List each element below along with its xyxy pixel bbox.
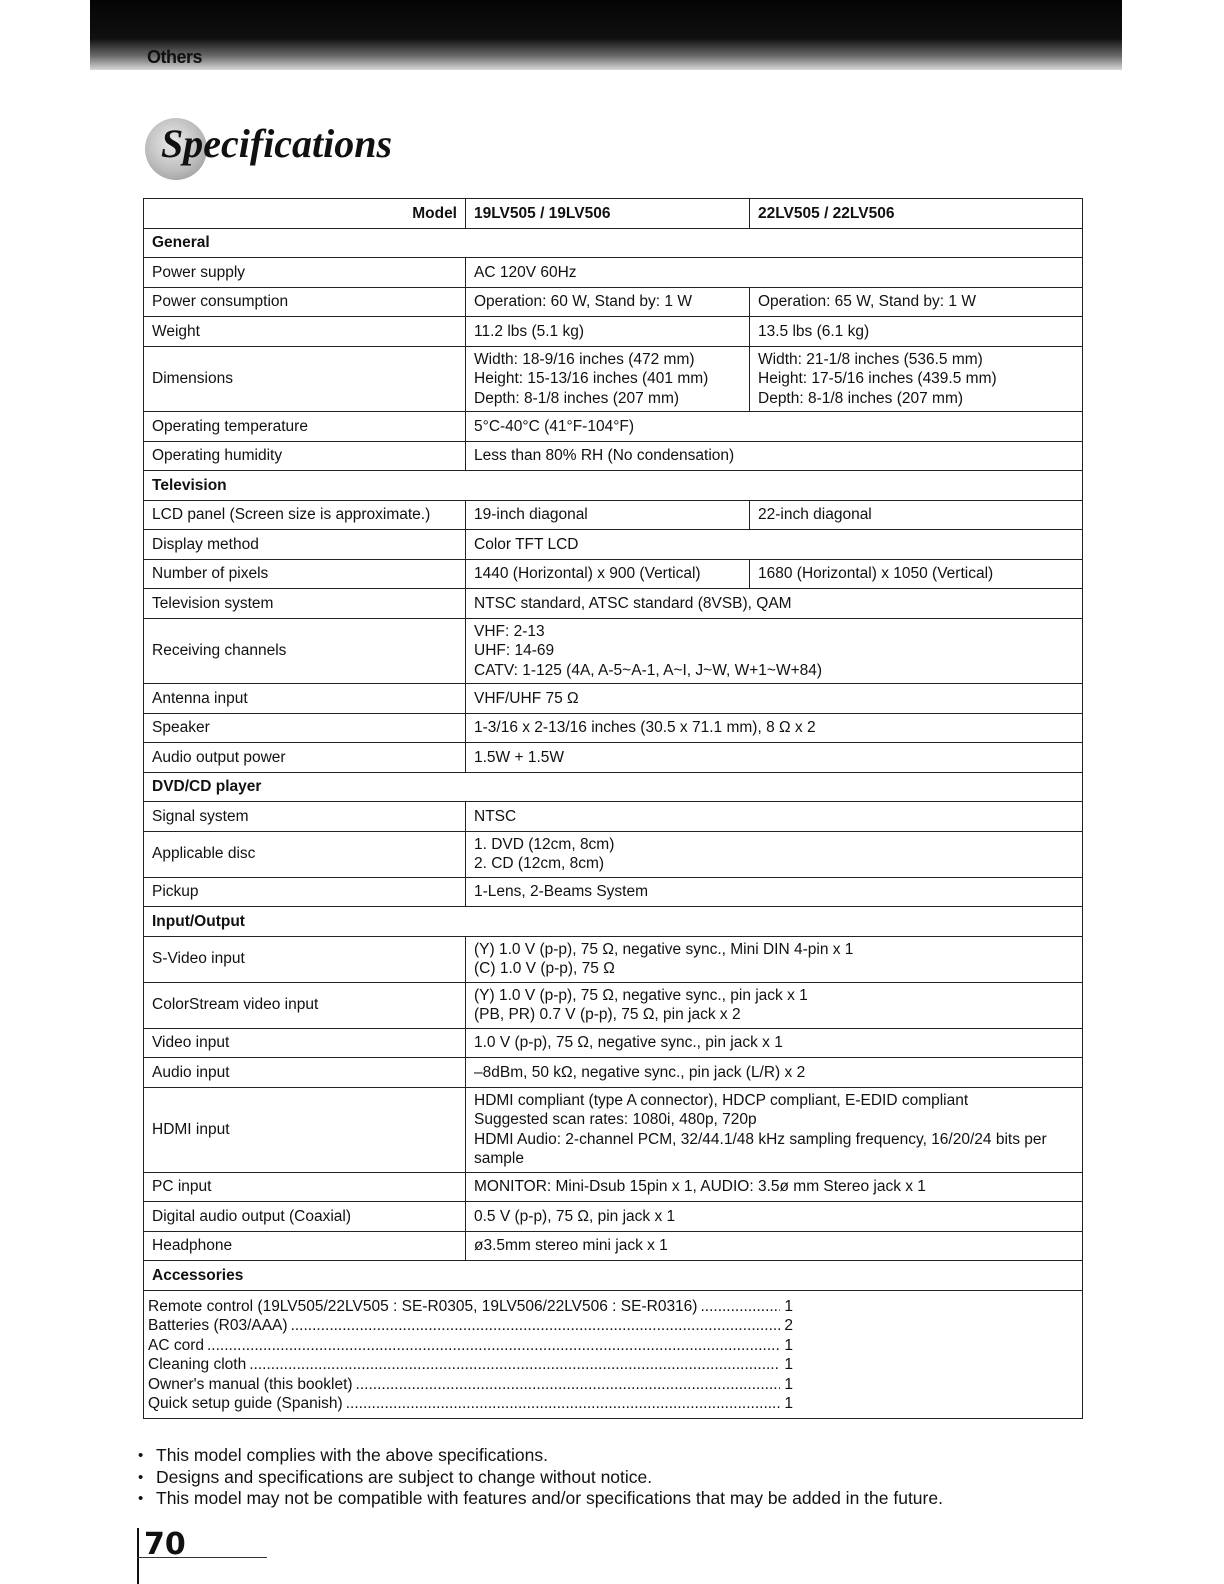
- table-row: [144, 1058, 1083, 1088]
- row-value-19: 1440 (Horizontal) x 900 (Vertical): [466, 559, 750, 589]
- value-line: (C) 1.0 V (p-p), 75 Ω: [474, 960, 615, 977]
- category-television: Television: [144, 471, 1083, 501]
- table-row: [144, 802, 1083, 832]
- leader-dots: [207, 1336, 780, 1356]
- table-row: [144, 346, 1083, 412]
- table-row: [144, 287, 1083, 317]
- row-label: Weight: [144, 317, 466, 347]
- list-item: [148, 1355, 793, 1375]
- accessory-name: Owner's manual (this booklet): [148, 1375, 353, 1393]
- value-line: VHF: 2-13: [474, 622, 545, 640]
- table-row: [144, 1172, 1083, 1202]
- row-value: Color TFT LCD: [466, 530, 1083, 560]
- value-line: Width: 21-1/8 inches (536.5 mm): [758, 350, 983, 368]
- leader-dots: [700, 1297, 780, 1317]
- row-label: S-Video input: [144, 936, 466, 982]
- row-value-19: 11.2 lbs (5.1 kg): [466, 317, 750, 347]
- row-value: [466, 618, 1083, 684]
- table-row: [144, 1202, 1083, 1232]
- leader-dots: [356, 1375, 780, 1395]
- note-item: • Designs and specifications are subject to change without notice.: [138, 1467, 943, 1489]
- note-item: • This model may not be compatible with features and/or specifications that may be added in the future.: [138, 1488, 943, 1510]
- value-line: UHF: 14-69: [474, 642, 555, 659]
- accessory-qty: 1: [784, 1297, 793, 1315]
- value-line: HDMI Audio: 2-channel PCM, 32/44.1/48 kHz sampling frequency, 16/20/24 bits per sample: [474, 1130, 1047, 1167]
- row-label: Power supply: [144, 258, 466, 288]
- accessory-qty: 2: [784, 1317, 793, 1334]
- row-value-22: 22-inch diagonal: [750, 500, 1083, 530]
- row-label: Headphone: [144, 1231, 466, 1261]
- row-value: [466, 982, 1083, 1028]
- table-row: [144, 1087, 1083, 1172]
- value-line: CATV: 1-125 (4A, A-5~A-1, A~I, J~W, W+1~W+84): [474, 661, 823, 679]
- header-band: [90, 0, 1122, 70]
- model-19: 19LV505 / 19LV506: [466, 199, 750, 229]
- table-row: [144, 743, 1083, 773]
- value-line: 2. CD (12cm, 8cm): [474, 855, 605, 872]
- row-label: LCD panel (Screen size is approximate.): [144, 500, 466, 530]
- row-label: Operating temperature: [144, 412, 466, 442]
- list-item: [148, 1297, 793, 1317]
- table-row: [144, 441, 1083, 471]
- row-label: Audio output power: [144, 743, 466, 773]
- table-row: [144, 500, 1083, 530]
- row-label: Television system: [144, 589, 466, 619]
- row-value-22: Operation: 65 W, Stand by: 1 W: [750, 287, 1083, 317]
- category-accessories: Accessories: [144, 1261, 1083, 1291]
- accessory-name: Cleaning cloth: [148, 1356, 247, 1373]
- accessory-name: Quick setup guide (Spanish): [148, 1395, 343, 1412]
- leader-dots: [249, 1355, 780, 1375]
- value-line: (PB, PR) 0.7 V (p-p), 75 Ω, pin jack x 2: [474, 1006, 741, 1023]
- accessories-row: [144, 1290, 1083, 1418]
- model-row: [144, 199, 1083, 229]
- row-label: Receiving channels: [144, 618, 466, 684]
- table-row: [144, 982, 1083, 1028]
- table-row: [144, 877, 1083, 907]
- leader-dots: [346, 1394, 780, 1414]
- section-label: Others: [147, 47, 203, 67]
- row-value: ø3.5mm stereo mini jack x 1: [466, 1231, 1083, 1261]
- value-line: (Y) 1.0 V (p-p), 75 Ω, negative sync., Mini DIN 4-pin x 1: [474, 940, 854, 958]
- list-item: [148, 1394, 793, 1414]
- row-value-22: 13.5 lbs (6.1 kg): [750, 317, 1083, 347]
- row-value: 1-3/16 x 2-13/16 inches (30.5 x 71.1 mm), 8 Ω x 2: [466, 713, 1083, 743]
- spec-table: [143, 198, 1083, 1419]
- page-number: 70: [144, 1527, 186, 1562]
- page-number-bar: [137, 1528, 139, 1584]
- value-line: Height: 15-13/16 inches (401 mm): [474, 370, 709, 387]
- value-line: HDMI compliant (type A connector), HDCP compliant, E-EDID compliant: [474, 1091, 969, 1109]
- table-row: [144, 412, 1083, 442]
- note-item: • This model complies with the above specifications.: [138, 1445, 943, 1467]
- row-value-22: 1680 (Horizontal) x 1050 (Vertical): [750, 559, 1083, 589]
- value-line: Height: 17-5/16 inches (439.5 mm): [758, 370, 997, 387]
- notes-list: [138, 1445, 943, 1510]
- row-label: HDMI input: [144, 1087, 466, 1172]
- value-line: (Y) 1.0 V (p-p), 75 Ω, negative sync., pin jack x 1: [474, 986, 808, 1004]
- list-item: [148, 1316, 793, 1336]
- row-value: 1-Lens, 2-Beams System: [466, 877, 1083, 907]
- row-label: Antenna input: [144, 684, 466, 714]
- row-value: 1.5W + 1.5W: [466, 743, 1083, 773]
- row-label: Applicable disc: [144, 831, 466, 877]
- row-value: NTSC standard, ATSC standard (8VSB), QAM: [466, 589, 1083, 619]
- row-value-22: [750, 346, 1083, 412]
- row-label: ColorStream video input: [144, 982, 466, 1028]
- list-item: [148, 1336, 793, 1356]
- page-title: Specifications: [161, 121, 393, 166]
- model-22: 22LV505 / 22LV506: [750, 199, 1083, 229]
- category-general: General: [144, 228, 1083, 258]
- table-row: [144, 317, 1083, 347]
- row-label: Power consumption: [144, 287, 466, 317]
- row-label: Pickup: [144, 877, 466, 907]
- row-label: Video input: [144, 1028, 466, 1058]
- row-value: –8dBm, 50 kΩ, negative sync., pin jack (L/R) x 2: [466, 1058, 1083, 1088]
- accessory-qty: 1: [784, 1395, 793, 1412]
- row-value: [466, 831, 1083, 877]
- category-input-output: Input/Output: [144, 907, 1083, 937]
- table-row: [144, 936, 1083, 982]
- row-value: 0.5 V (p-p), 75 Ω, pin jack x 1: [466, 1202, 1083, 1232]
- accessory-qty: 1: [784, 1336, 793, 1354]
- row-value-19: Operation: 60 W, Stand by: 1 W: [466, 287, 750, 317]
- row-value-19: [466, 346, 750, 412]
- row-label: PC input: [144, 1172, 466, 1202]
- row-label: Number of pixels: [144, 559, 466, 589]
- value-line: 1. DVD (12cm, 8cm): [474, 835, 615, 853]
- value-line: Width: 18-9/16 inches (472 mm): [474, 350, 695, 368]
- accessory-name: Remote control (19LV505/22LV505 : SE-R0305, 19LV506/22LV506 : SE-R0316): [148, 1297, 698, 1315]
- row-value: AC 120V 60Hz: [466, 258, 1083, 288]
- accessory-name: Batteries (R03/AAA): [148, 1317, 288, 1334]
- row-label: Audio input: [144, 1058, 466, 1088]
- table-row: [144, 1028, 1083, 1058]
- value-line: Depth: 8-1/8 inches (207 mm): [758, 389, 964, 407]
- row-value: NTSC: [466, 802, 1083, 832]
- row-value: MONITOR: Mini-Dsub 15pin x 1, AUDIO: 3.5ø mm Stereo jack x 1: [466, 1172, 1083, 1202]
- row-value: [466, 1087, 1083, 1172]
- row-label: Operating humidity: [144, 441, 466, 471]
- list-item: [148, 1375, 793, 1395]
- table-row: [144, 589, 1083, 619]
- row-value: VHF/UHF 75 Ω: [466, 684, 1083, 714]
- row-value: 1.0 V (p-p), 75 Ω, negative sync., pin jack x 1: [466, 1028, 1083, 1058]
- table-row: [144, 713, 1083, 743]
- row-label: Display method: [144, 530, 466, 560]
- row-value: 5°C-40°C (41°F-104°F): [466, 412, 1083, 442]
- leader-dots: [291, 1316, 780, 1336]
- row-label: Digital audio output (Coaxial): [144, 1202, 466, 1232]
- row-value: Less than 80% RH (No condensation): [466, 441, 1083, 471]
- accessory-qty: 1: [784, 1375, 793, 1393]
- category-dvd: DVD/CD player: [144, 772, 1083, 802]
- table-row: [144, 1231, 1083, 1261]
- row-label: Signal system: [144, 802, 466, 832]
- accessory-qty: 1: [784, 1356, 793, 1373]
- table-row: [144, 831, 1083, 877]
- value-line: Suggested scan rates: 1080i, 480p, 720p: [474, 1111, 757, 1128]
- row-label: Dimensions: [144, 346, 466, 412]
- table-row: [144, 258, 1083, 288]
- table-row: [144, 530, 1083, 560]
- accessories-list: [144, 1290, 1083, 1418]
- row-value-19: 19-inch diagonal: [466, 500, 750, 530]
- table-row: [144, 684, 1083, 714]
- model-label: Model: [144, 199, 466, 229]
- value-line: Depth: 8-1/8 inches (207 mm): [474, 389, 680, 407]
- table-row: [144, 559, 1083, 589]
- accessory-name: AC cord: [148, 1336, 204, 1354]
- table-row: [144, 618, 1083, 684]
- row-value: [466, 936, 1083, 982]
- row-label: Speaker: [144, 713, 466, 743]
